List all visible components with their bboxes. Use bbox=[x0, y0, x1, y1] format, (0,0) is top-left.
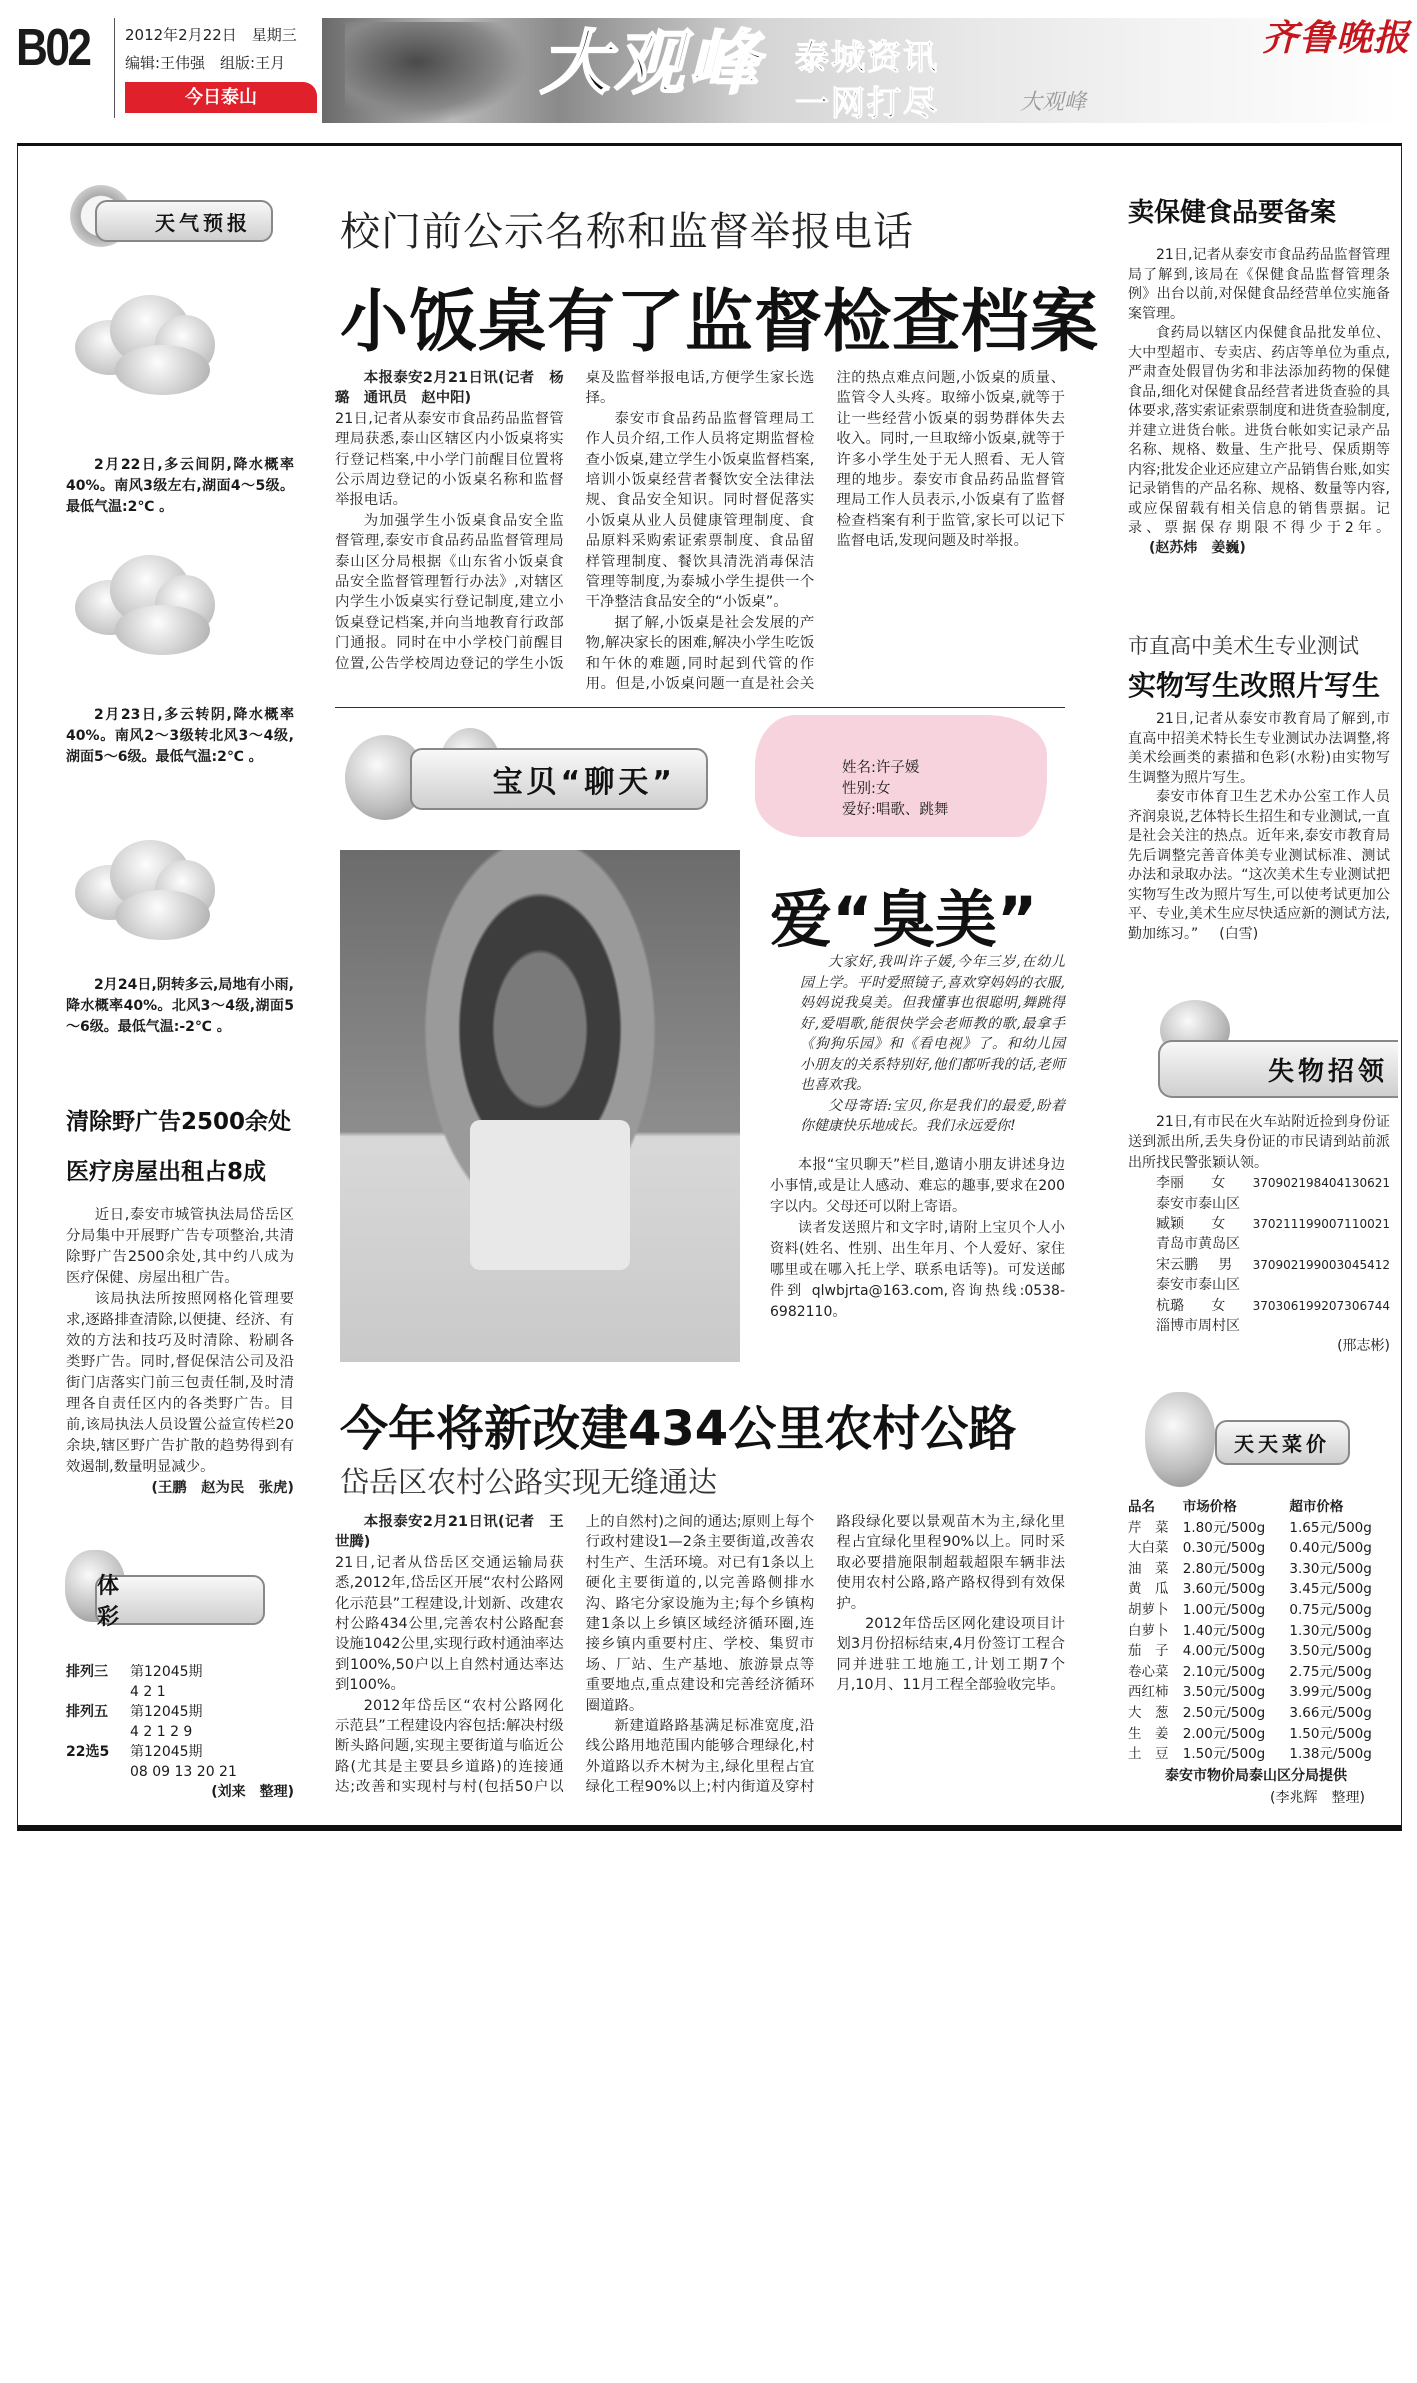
veg-source: 泰安市物价局泰山区分局提供 bbox=[1165, 1768, 1347, 1784]
vegetable-row: 西红柿 3.50元/500g 3.99元/500g bbox=[1128, 1684, 1372, 1701]
vegetable-row: 胡萝卜 1.00元/500g 0.75元/500g bbox=[1128, 1601, 1372, 1618]
lost-found-badge: 失物招领 bbox=[1158, 1040, 1398, 1098]
health-food-article: 21日,记者从泰安市食品药品监督管理局了解到,该局在《保健食品监督管理条例》出台以前,对保健食品经营单位实施备案管理。 食药局以辖区内保健食品批发单位、大中型超市、专卖店、药店等单位为重点,严肃查处假冒伪劣和非法添加药物的保健食品,细化对保健食品经营者进货查验的具体要求,落实索证索票制度和进货查验制度,并建立进货台帐。进货台帐如实记录产品名称、规格、数量、生产批号、保质期等内容;批发企业还应建立产品销售台账,如实记录销售的产品名称、规格、数量等内容,或应保留载有相关信息的销售票据。记录、票据保存期限不得少于2年。(赵苏炜 姜巍) bbox=[1128, 247, 1390, 556]
cloud-icon bbox=[75, 830, 215, 940]
vegetable-price-badge: 天天菜价 bbox=[1215, 1420, 1350, 1465]
vegetable-row: 大 葱 2.50元/500g 3.66元/500g bbox=[1128, 1704, 1372, 1721]
vegetable-row: 茄 子 4.00元/500g 3.50元/500g bbox=[1128, 1643, 1372, 1660]
lead-article: 本报泰安2月21日讯(记者 杨璐 通讯员 赵中阳) 21日,记者从泰安市食品药品监督管理局获悉,泰山区辖区内小饭桌将实行登记档案,中小学门前醒目位置将公示周边登记的小饭桌名称和监督举报电话。 为加强学生小饭桌食品安全监督管理,泰安市食品药品监督管理局泰山区分局根据《山东省小饭桌食品安全监督管理暂行办法》,对辖区内学生小饭桌实行登记制度,建立小饭桌登记档案,并向当地教育行政部门通报。同时在中小学校门前醒目位置,公告学校周边登记的学生小饭桌及监督举报电话,方便学生家长选择。 泰安市食品药品监督管理局工作人员介绍,工作人员将定期监督检查小饭桌,建立学生小饭桌监督档案,培训小饭桌经营者餐饮安全法律法规、食品安全知识。同时督促落实小饭桌从业人员健康管理制度、食品原料采购索证索票制度、食品留样管理制度、餐饮具清洗消毒保洁管理等制度,为泰城小学生提供一个干净整洁食品安全的“小饭桌”。 据了解,小饭桌是社会发展的产物,解决家长的困难,解决小学生吃饭和午休的难题,同时起到代管的作用。但是,小饭桌问题一直是社会关注的热点难点问题,小饭桌的质量、监管令人头疼。取缔小饭桌,就等于让一些经营小饭桌的弱势群体失去收入。同时,一旦取缔小饭桌,就等于许多小学生处于无人照看、无人管理的地步。泰安市食品药品监督管理局工作人员表示,小饭桌有了监督检查档案有利于监管,家长可以记下监督电话,发现问题及时举报。 bbox=[335, 370, 1065, 693]
vegetable-row: 土 豆 1.50元/500g 1.38元/500g bbox=[1128, 1746, 1372, 1763]
ads-headline-2: 医疗房屋出租占8成 bbox=[66, 1159, 267, 1185]
banner-ghost-text: 大观峰 bbox=[1020, 90, 1087, 115]
cabbage-mascot-icon bbox=[1145, 1392, 1215, 1487]
vegetable-row: 生 姜 2.00元/500g 1.50元/500g bbox=[1128, 1725, 1372, 1742]
header-divider bbox=[114, 18, 115, 118]
lottery-badge: 体 彩 bbox=[95, 1575, 265, 1625]
vegetable-row: 白萝卜 1.40元/500g 1.30元/500g bbox=[1128, 1622, 1372, 1639]
vegetable-row: 黄 瓜 3.60元/500g 3.45元/500g bbox=[1128, 1581, 1372, 1598]
weather-day-3: 2月24日,阴转多云,局地有小雨,降水概率40%。北风3～4级,湖面5～6级。最低气温:-2℃ 。 bbox=[66, 977, 294, 1035]
minnie-sweater bbox=[470, 1120, 630, 1270]
weather-day-2: 2月23日,多云转阴,降水概率40%。南风2～3级转北风3～4级,湖面5～6级。最低气温:2℃ 。 bbox=[66, 707, 294, 765]
lead-title: 小饭桌有了监督检查档案 bbox=[340, 283, 1100, 362]
baby-story-title: 爱“臭美” bbox=[770, 883, 1038, 956]
child-photo bbox=[340, 850, 740, 1362]
road-subtitle: 岱岳区农村公路实现无缝通达 bbox=[340, 1465, 718, 1499]
vegetable-row: 卷心菜 2.10元/500g 2.75元/500g bbox=[1128, 1663, 1372, 1680]
mountain-rock-image bbox=[345, 22, 525, 122]
lost-id-item: 臧颖 女 370211199007110021 青岛市黄岛区 bbox=[1156, 1216, 1390, 1253]
section-label: 今日泰山 bbox=[125, 82, 317, 113]
weather-day-1: 2月22日,多云间阴,降水概率40%。南风3级左右,湖面4～5级。最低气温:2℃ 。 bbox=[66, 457, 294, 515]
newspaper-logo: 齐鲁晚报 bbox=[1262, 17, 1411, 59]
lost-id-item: 宋云鹏 男 370902199003045412 泰安市泰山区 bbox=[1156, 1256, 1390, 1294]
lost-id-list bbox=[1128, 1173, 1390, 1336]
ads-article: 近日,泰安市城管执法局岱岳区分局集中开展野广告专项整治,共清除野广告2500余处,其中约八成为医疗保健、房屋出租广告。 该局执法所按照网格化管理要求,逐路排查清除,以便捷、经济、有效的方法和技巧及时清除、粉刷各类野广告。同时,督促保洁公司及沿街门店落实门前三包责任制,及时清理各自责任区内的各类野广告。目前,该局执法人员设置公益宣传栏20余块,辖区野广告扩散的趋势得到有效遏制,数量明显减少。 (王鹏 赵为民 张虎) bbox=[66, 1205, 294, 1499]
vegetable-price-table: 品名 市场价格 超市价格 芹 菜 1.80元/500g 1.65元/500g 大白菜 0.30元/500g 0.40元/500g 油 菜 2.80元/500g 3.30元/500g 黄 瓜 3.60元/500g 3.45元/500g 胡萝卜 1.00元/500g 0.75元/500g 白萝卜 1.40元/500g 1.30元/500g 茄 子 4.00元/500g 3.50元/500g 卷心菜 2.10元/500g 2.75元/500g 西红柿 3.50元/500g 3.99元/500g 大 葱 2.50元/500g 3.66元/500g 生 姜 2.00元/500g 1.50元/500g 土 豆 1.50元/500g 1.38元/500g bbox=[1128, 1497, 1390, 1765]
ads-credit: (王鹏 赵为民 张虎) bbox=[151, 1480, 294, 1496]
baby-chat-notice: 本报“宝贝聊天”栏目,邀请小朋友讲述身边小事情,或是让人感动、难忘的趣事,要求在200字以内。父母还可以附上寄语。 读者发送照片和文字时,请附上宝贝个人小资料(姓名、性别、出生年月、个人爱好、家住哪里或在哪入托上学、联系电话等)。可发送邮件到 qlwbjrta@163.com,咨询热线:0538-6982110。 bbox=[770, 1157, 1065, 1320]
road-article: 本报泰安2月21日讯(记者 王世腾) 21日,记者从岱岳区交通运输局获悉,2012年,岱岳区开展“农村公路网化示范县”工程建设,计划新、改建农村公路434公里,完善农村公路配套设施1042公里,实现行政村通油率达到100%,50户以上自然村通达率达到100%。 2012年岱岳区“农村公路网化示范县”工程建设内容包括:解决村级断头路问题,实现主要街道与临近公路(尤其是主要县乡道路)的连接通达;改善和实现村与村(包括50户以上的自然村)之间的通达;原则上每个行政村建设1—2条主要街道,改善农村生产、生活环境。对已有1条以上硬化主要街道的,以完善路侧排水沟、路宅分家设施为主;每个乡镇构建1条以上乡镇区域经济循环圈,连接乡镇内重要村庄、学校、集贸市场、厂站、生产基地、旅游景点等重要地点,重点建设和完善经济循环圈道路。 新建道路路基满足标准宽度,沿线公路用地范围内能够合理绿化,村外道路以乔木树为主,绿化里程占宜绿化工程90%以上;村内街道及穿村路段绿化要以景观苗木为主,绿化里程占宜绿化里程90%以上。同时采取必要措施限制超载超限车辆非法使用农村公路,路产路权得到有效保护。 2012年岱岳区网化建设项目计划3月份招标结束,4月份签订工程合同并进驻工地施工,计划工期7个月,10月、11月工程全部验收完毕。 bbox=[335, 1514, 1065, 1796]
issue-date: 2012年2月22日 星期三 bbox=[125, 26, 297, 44]
veg-credit: (李兆辉 整理) bbox=[1270, 1790, 1365, 1806]
lost-id-item: 李丽 女 370902198404130621 泰安市泰山区 bbox=[1156, 1175, 1390, 1212]
baby-story: 大家好,我叫许子媛,今年三岁,在幼儿园上学。平时爱照镜子,喜欢穿妈妈的衣服,妈妈说我臭美。但我懂事也很聪明,舞跳得好,爱唱歌,能很快学会老师教的歌,最拿手《狗狗乐园》和《看电视》了。和幼儿园小朋友的关系特别好,他们都听我的话,老师也喜欢我。 父母寄语:宝贝,你是我们的最爱,盼着你健康快乐地成长。我们永远爱你! bbox=[800, 954, 1065, 1134]
road-title: 今年将新改建434公里农村公路 bbox=[340, 1401, 1017, 1457]
banner-title: 大观峰 bbox=[540, 21, 762, 104]
art-exam-article: 21日,记者从泰安市教育局了解到,市直高中招美术特长生专业测试办法调整,将美术绘画类的素描和色彩(水粉)由实物写生调整为照片写生。 泰安市体育卫生艺术办公室工作人员齐润泉说,艺体特长生招生和专业测试,一直是社会关注的热点。近年来,泰安市教育局先后调整完善音体美专业测试标准、测试办法和录取办法。“这次美术生专业测试把实物写生改为照片写生,可以使考试更加公平、专业,美术生应尽快适应新的测试方法,勤加练习。” (白雪) bbox=[1128, 711, 1390, 942]
weather-badge: 天气预报 bbox=[95, 200, 273, 242]
divider bbox=[335, 707, 1065, 708]
banner-sub1: 泰城资讯 bbox=[795, 38, 939, 78]
page-code: B02 bbox=[16, 19, 90, 77]
banner-sub2: 一网打尽 bbox=[795, 84, 939, 124]
ads-headline-1: 清除野广告2500余处 bbox=[66, 1109, 292, 1135]
cloud-icon bbox=[75, 545, 215, 655]
health-food-title: 卖保健食品要备案 bbox=[1128, 198, 1337, 228]
art-exam-title: 实物写生改照片写生 bbox=[1128, 669, 1381, 702]
lottery-results: 排列三 第12045期 4 2 1 排列五 第12045期 4 2 1 2 9 22选5 第12045期 08 09 13 20 21 (刘来 整理) bbox=[66, 1664, 294, 1800]
art-exam-subtitle: 市直高中美术生专业测试 bbox=[1128, 634, 1359, 658]
lost-found-article: 21日,有市民在火车站附近捡到身份证送到派出所,丢失身份证的市民请到站前派出所找民警张颖认领。 李丽 女 370902198404130621 泰安市泰山区 臧颖 女 370211199007110021 青岛市黄岛区 宋云鹏 男 370902199003045412 泰安市泰山区 杭璐 女 370306199207306744 淄博市周村区 (邢志彬) bbox=[1128, 1114, 1390, 1355]
baby-chat-badge: 宝贝“聊天” bbox=[410, 748, 708, 810]
vegetable-row: 大白菜 0.30元/500g 0.40元/500g bbox=[1128, 1540, 1372, 1557]
art-exam-credit: (白雪) bbox=[1219, 925, 1259, 942]
vegetable-row: 油 菜 2.80元/500g 3.30元/500g bbox=[1128, 1560, 1372, 1577]
vegetable-row: 芹 菜 1.80元/500g 1.65元/500g bbox=[1128, 1519, 1372, 1536]
lead-subtitle: 校门前公示名称和监督举报电话 bbox=[340, 209, 914, 255]
editors: 编辑:王伟强 组版:王月 bbox=[125, 54, 286, 72]
health-food-credit: (赵苏炜 姜巍) bbox=[1149, 539, 1246, 556]
cloud-icon bbox=[75, 285, 215, 395]
baby-profile: 姓名:许子媛 性别:女 爱好:唱歌、跳舞 bbox=[842, 760, 949, 818]
lost-id-item: 杭璐 女 370306199207306744 淄博市周村区 bbox=[1156, 1297, 1390, 1335]
